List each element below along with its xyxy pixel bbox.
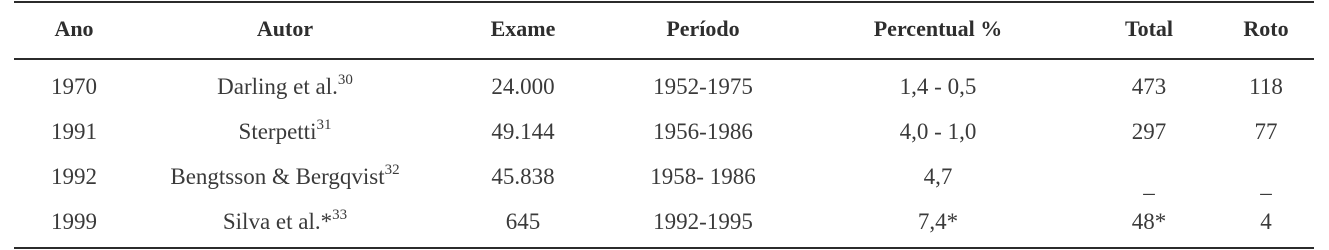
cell-total: 48*: [1131, 208, 1167, 234]
author-name: Silva et al.*: [222, 208, 333, 234]
header-roto: Roto: [1243, 16, 1289, 41]
cell-periodo: 1952-1975: [653, 73, 753, 99]
cell-percentual: 7,4*: [917, 208, 959, 234]
header-periodo: Período: [666, 16, 740, 41]
roto-empty-dash: _: [1260, 171, 1272, 197]
cell-roto: 77: [1254, 118, 1278, 144]
cell-roto: 4: [1260, 208, 1272, 234]
author-reference: 32: [384, 161, 400, 178]
header-exame: Exame: [490, 16, 556, 41]
author-reference: 30: [337, 71, 353, 88]
author-reference: 33: [332, 206, 348, 223]
cell-total: [1080, 154, 1218, 199]
data-table: [14, 0, 1314, 244]
cell-autor: [134, 58, 436, 109]
cell-exame: 49.144: [491, 118, 555, 144]
cell-periodo: 1956-1986: [653, 118, 753, 144]
table-bottom-rule: [14, 247, 1314, 249]
cell-autor: [134, 199, 436, 244]
table-row: [14, 58, 1314, 109]
table-row: [14, 109, 1314, 154]
author-name: Sterpetti: [238, 118, 317, 144]
author-reference: 31: [316, 116, 332, 133]
cell-percentual: 1,4 - 0,5: [899, 73, 977, 99]
cell-autor: [134, 109, 436, 154]
total-empty-dash: _: [1143, 171, 1155, 197]
cell-ano: 1991: [51, 118, 97, 144]
header-ano: Ano: [54, 16, 94, 41]
cell-ano: 1970: [51, 73, 97, 99]
cell-total: 297: [1131, 118, 1167, 144]
cell-autor: [134, 154, 436, 199]
cell-periodo: 1958- 1986: [650, 163, 756, 189]
cell-ano: 1999: [51, 208, 97, 234]
author-name: Darling et al.: [217, 73, 338, 99]
table-row: [14, 199, 1314, 244]
cell-roto: 118: [1249, 73, 1283, 99]
table-header-row: [14, 0, 1314, 58]
cell-exame: 24.000: [491, 73, 555, 99]
cell-total: 473: [1131, 73, 1167, 99]
cell-periodo: 1992-1995: [653, 208, 753, 234]
cell-roto: [1218, 154, 1314, 199]
header-total: Total: [1124, 16, 1174, 41]
table-row: [14, 154, 1314, 199]
header-autor: Autor: [256, 16, 314, 41]
author-name: Bengtsson & Bergqvist: [170, 163, 385, 189]
cell-percentual: 4,0 - 1,0: [899, 118, 977, 144]
cell-percentual: 4,7: [923, 163, 953, 189]
cell-ano: 1992: [51, 163, 97, 189]
header-percentual: Percentual %: [873, 16, 1003, 41]
cell-exame: 45.838: [491, 163, 555, 189]
cell-exame: 645: [505, 208, 541, 234]
